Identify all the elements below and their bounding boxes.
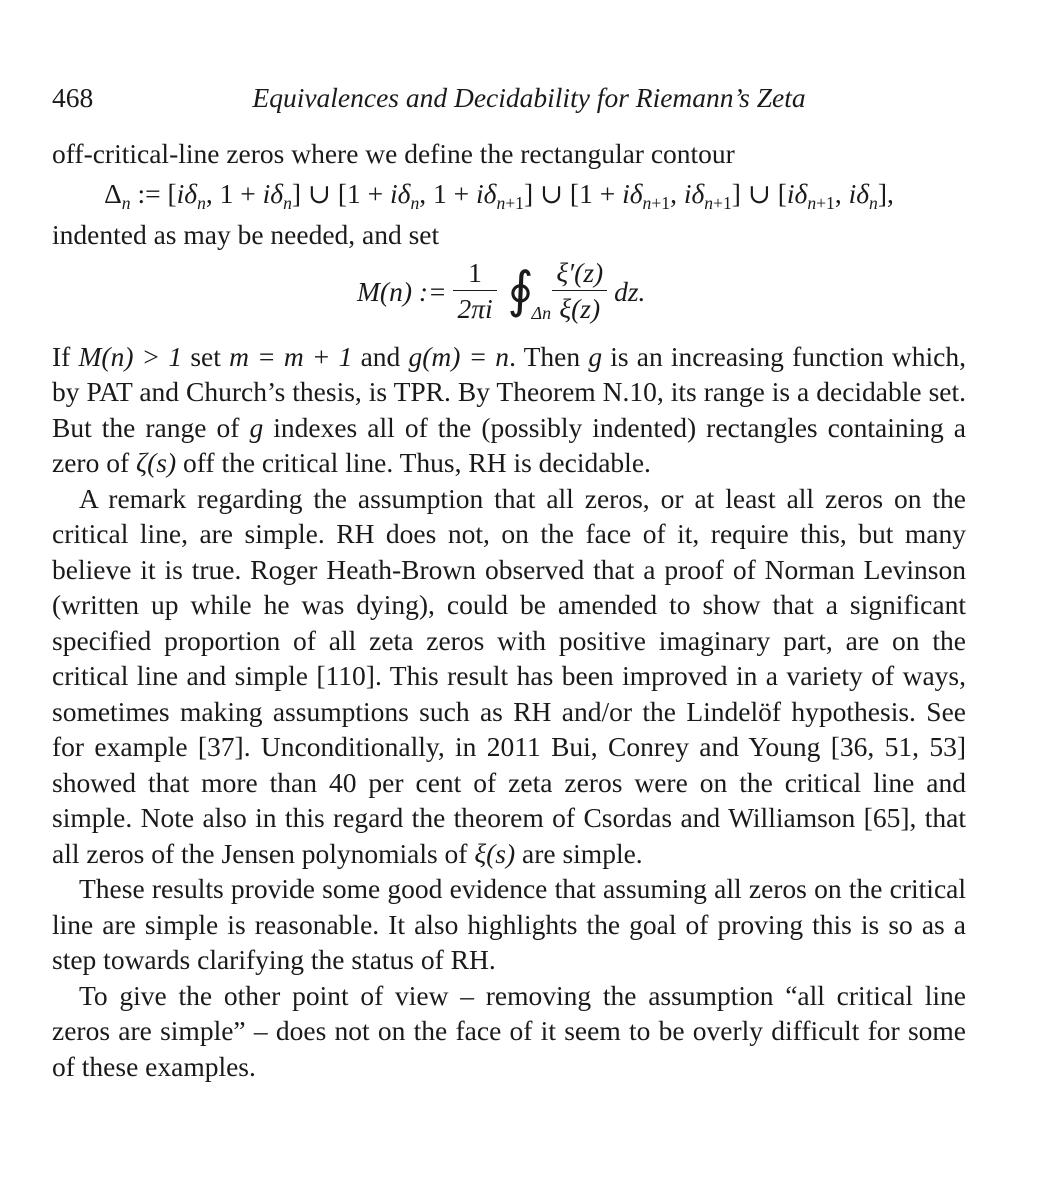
contour-integral-symbol: ∮ Δn: [507, 261, 552, 323]
log-derivative-fraction: $\frac{\xi'(z)}{\xi(z)}$: [552, 256, 607, 327]
paragraph-1: If M(n) > 1 set m = m + 1 and g(m) = n. Then g is an increasing function which, by PAT and Church’s thesis, is TPR. By Theorem N.10, its range is a decidable set. But the range of g indexes all of the (possibly indented) rectangles containing a zero of ζ(s) off the critical line. Thus, RH is decidable.: [52, 340, 966, 478]
main-text: [52, 136, 966, 1084]
intro-line: off-critical-line zeros where we define the rectangular contour: [52, 138, 735, 169]
running-header: [52, 80, 966, 116]
M-definition-equation: [52, 255, 966, 329]
running-title: Equivalences and Decidability for Riemann’s Zeta: [252, 82, 806, 113]
paragraph-4: To give the other point of view – removing the assumption “all critical line zeros are simple” – does not on the face of it seem to be overly difficult for some of these examples.: [52, 979, 966, 1082]
after-contour-line: indented as may be needed, and set: [52, 219, 440, 250]
paragraph-3: These results provide some good evidence that assuming all zeros on the critical line are simple is reasonable. It also highlights the goal of proving this is so as a step towards clarifying the status of RH.: [52, 873, 966, 975]
paragraph-2: A remark regarding the assumption that all zeros, or at least all zeros on the critical line, are simple. RH does not, on the face of it, require this, but many believe it is true. Roger Heath-Brown observed that a proof of Norman Levinson (written up while he was dying), could be amended to show that a significant specified proportion of all zeta zeros with positive imaginary part, are on the critical line and simple [110]. This result has been improved in a variety of ways, sometimes making assumptions such as RH and/or the Lindelöf hypothesis. See for example [37]. Unconditionally, in 2011 Bui, Conrey and Young [36, 51, 53] showed that more than 40 per cent of zeta zeros were on the critical line and simple. Note also in this regard the theorem of Csordas and Williamson [65], that all zeros of the Jensen polynomials of ξ(s) are simple.: [52, 482, 966, 869]
page-number: 468: [52, 82, 94, 113]
dz: dz.: [614, 275, 646, 307]
contour-definition-equation: $\Delta_n$ := [$i\delta_n$, $1 + i\delta_n$] ∪ [$1 + i\delta_n$, $1 + i\delta_{n+1}$] ∪ [$1 + i\delta_{n+1}$, $i\delta_{n+1}$] ∪ [$i\delta_{n+1}$, $i\delta_n$],: [104, 177, 894, 213]
M-lhs: M(n) :=: [357, 275, 447, 307]
one-over-2pi-i: $\frac{1}{2\pi i}$: [453, 256, 496, 327]
